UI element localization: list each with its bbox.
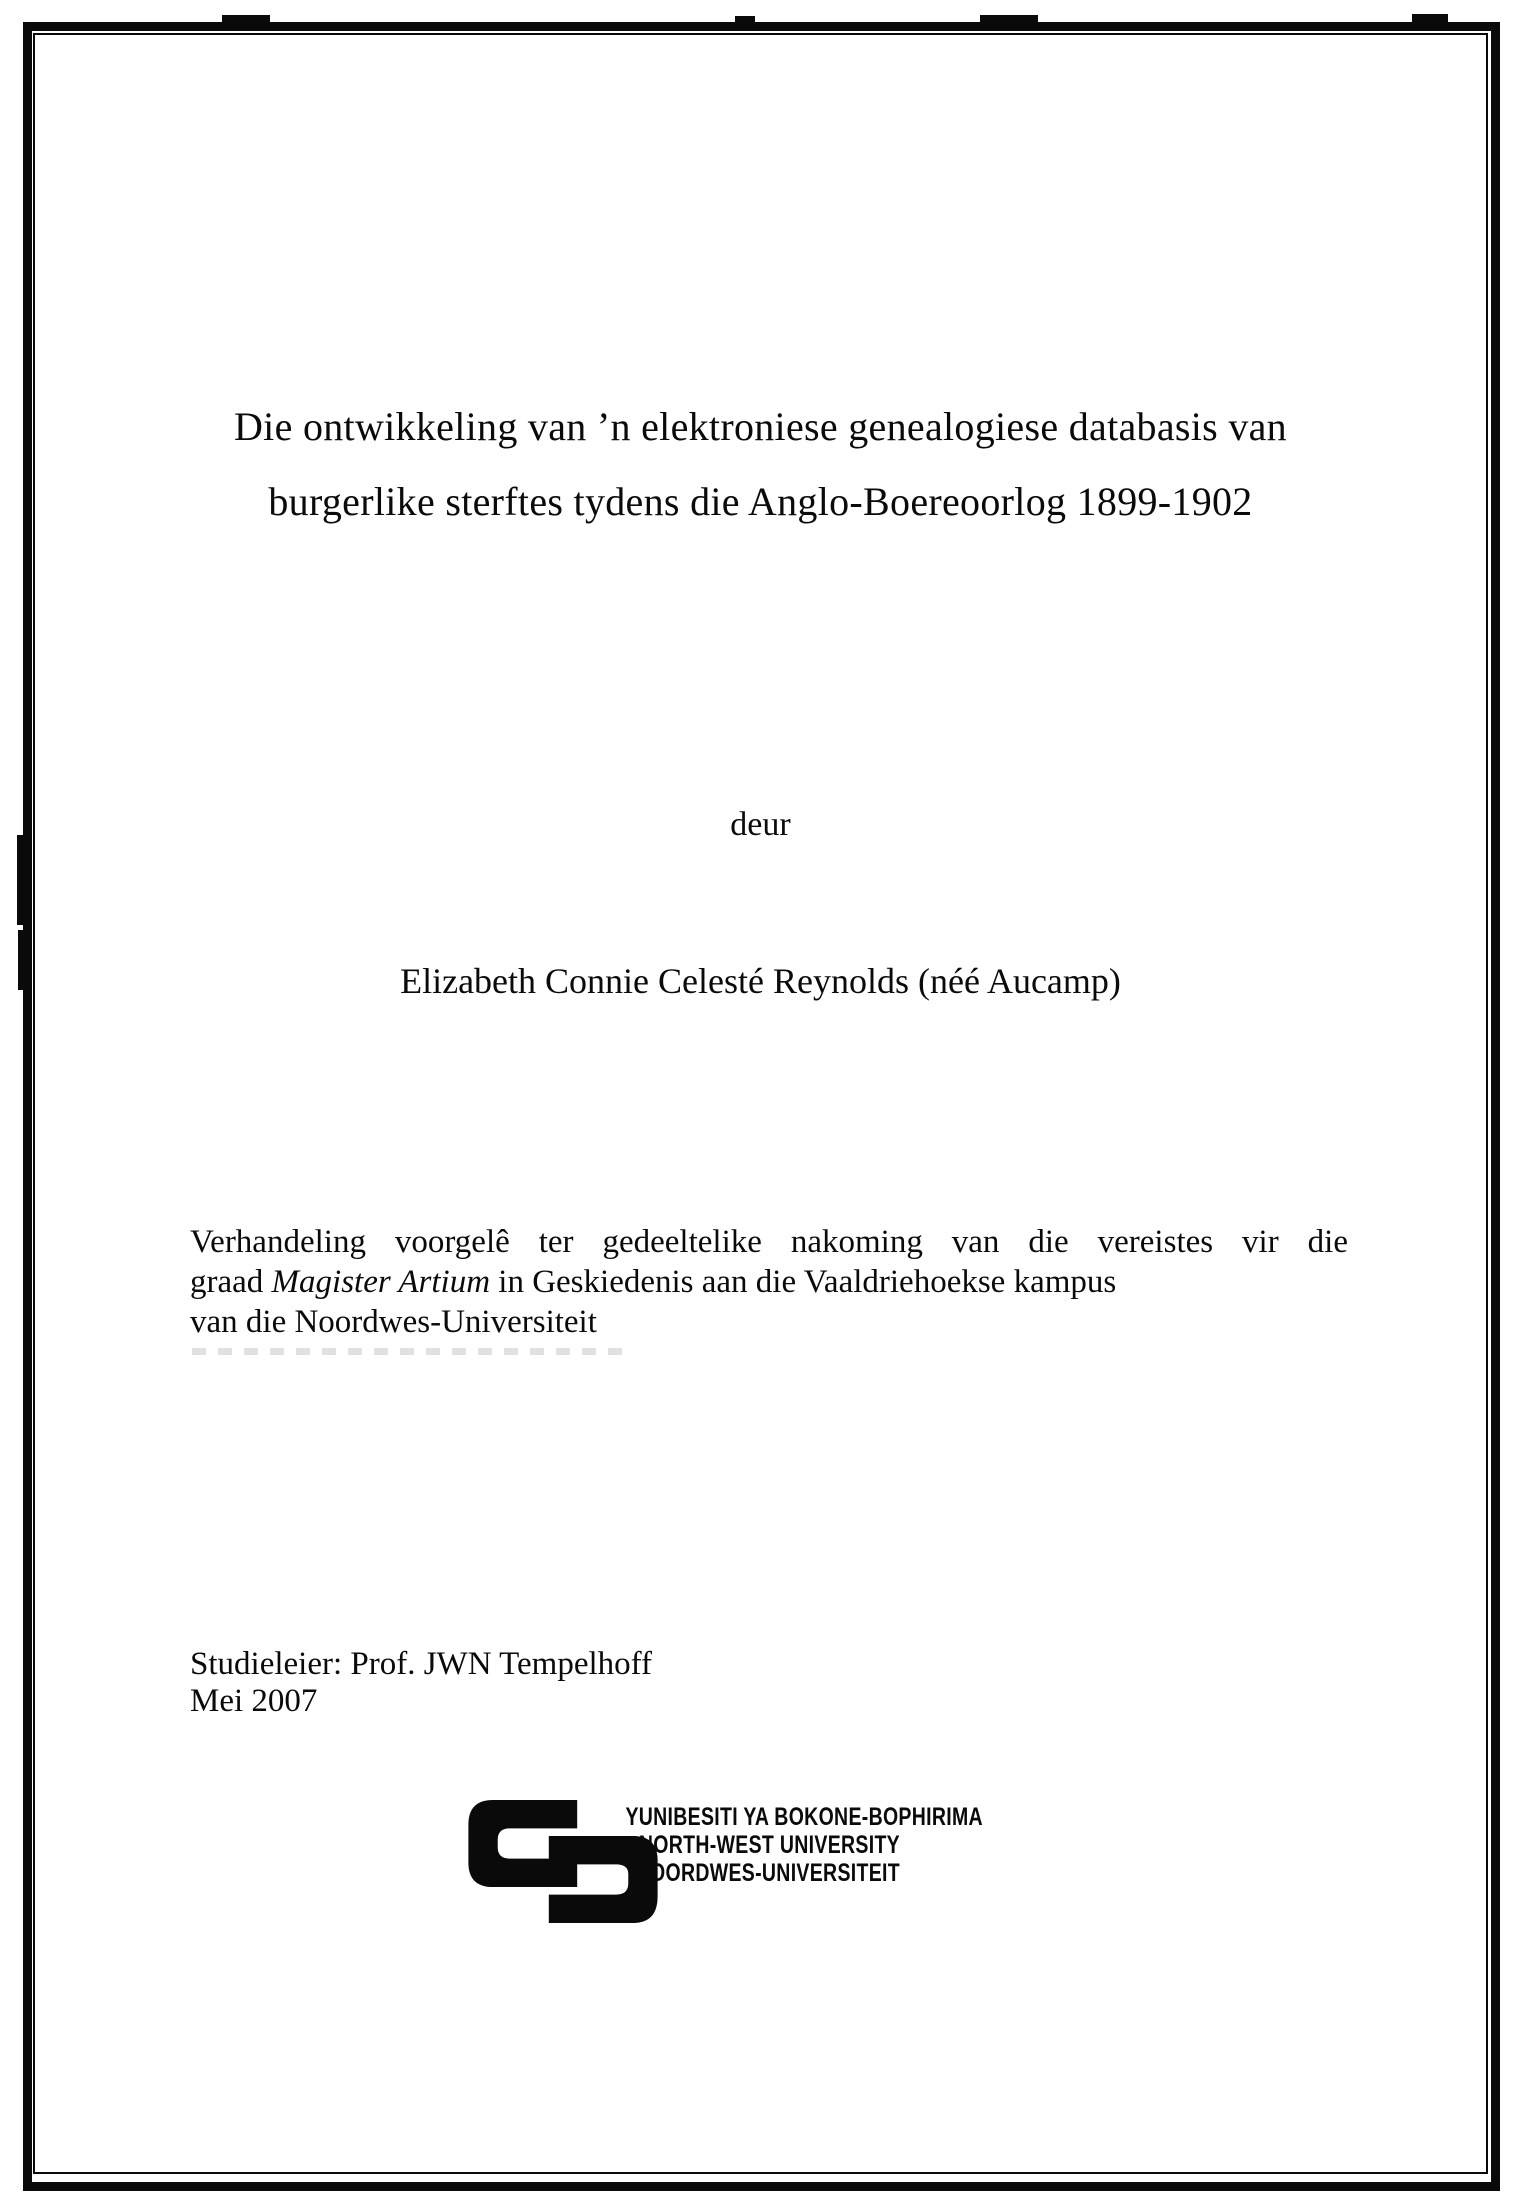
university-logo <box>468 1800 983 1930</box>
supervisor-line: Studieleier: Prof. JWN Tempelhoff <box>190 1646 653 1682</box>
degree-statement-line-3: van die Noordwes-Universiteit <box>190 1304 597 1340</box>
university-logo-text <box>625 1803 983 1887</box>
degree-statement <box>190 1222 1348 1342</box>
supervisor-block <box>190 1646 652 1720</box>
scan-artifact <box>735 16 755 23</box>
thesis-title-line-1: Die ontwikkeling van ’n elektroniese genealogiese databasis van <box>233 404 1287 449</box>
scan-artifact <box>222 15 270 23</box>
degree-statement-line-2-before: graad <box>190 1264 272 1300</box>
scan-artifact <box>17 835 27 925</box>
university-name-afrikaans: NOORDWES-UNIVERSITEIT <box>635 1859 900 1887</box>
author-name: Elizabeth Connie Celesté Reynolds (néé Aucamp) <box>400 961 1121 1001</box>
degree-name-italic: Magister Artium <box>271 1264 491 1300</box>
thesis-title-line-2: burgerlike sterftes tydens die Anglo-Boereoorlog 1899-1902 <box>268 479 1253 524</box>
byline-label: deur <box>730 806 791 843</box>
degree-statement-line-2-after: in Geskiedenis aan die Vaaldriehoekse kampus <box>490 1264 1117 1300</box>
scan-artifact <box>1412 14 1448 23</box>
scan-artifact <box>18 930 27 990</box>
scan-artifact <box>192 1348 622 1355</box>
scan-artifact <box>980 15 1038 23</box>
university-name-setswana: YUNIBESITI YA BOKONE-BOPHIRIMA <box>625 1803 983 1831</box>
degree-statement-line-1: Verhandeling voorgelê ter gedeeltelike nakoming van die vereistes vir die <box>190 1224 1348 1260</box>
degree-statement-line-2 <box>190 1262 1348 1302</box>
university-name-english: NORTH-WEST UNIVERSITY <box>638 1831 900 1859</box>
date-line: Mei 2007 <box>190 1683 318 1719</box>
